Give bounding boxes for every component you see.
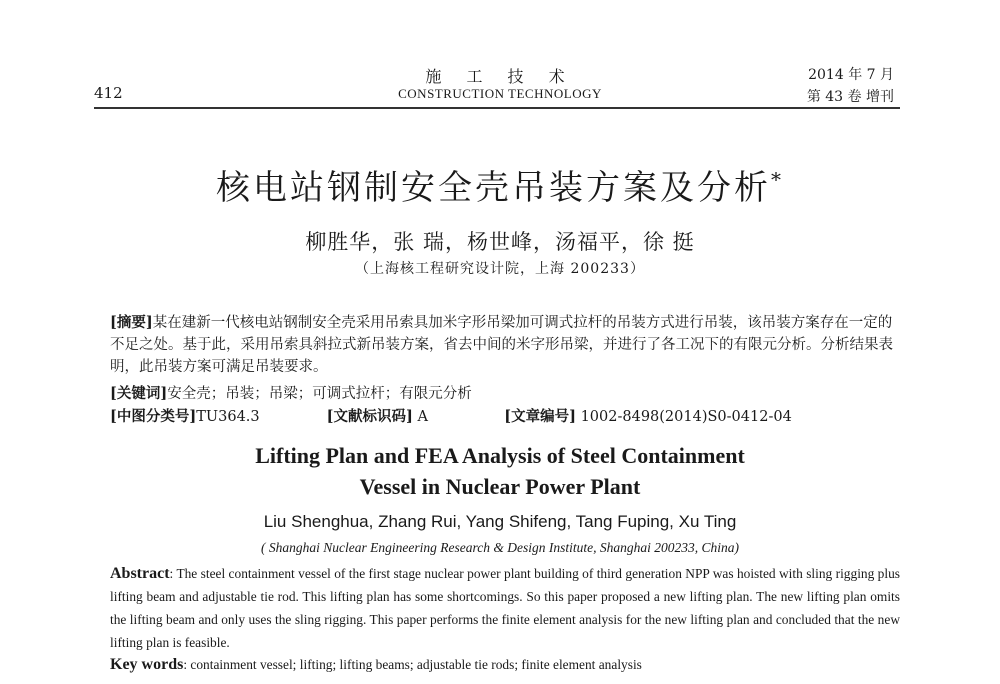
abstract-en-label: Abstract (110, 565, 170, 582)
authors-cn: 柳胜华，张 瑞，杨世峰，汤福平，徐 挺 (305, 230, 695, 254)
classification-row (110, 405, 900, 426)
affiliation-en: ( Shanghai Nuclear Engineering Research & Design Institute, Shanghai 200233, China) (261, 540, 739, 555)
title-en-line1: Lifting Plan and FEA Analysis of Steel Containment (255, 443, 745, 468)
abstract-cn (110, 312, 900, 378)
abstract-cn-label: [摘要] (110, 314, 153, 331)
keywords-cn-text: 安全壳；吊装；吊梁；可调式拉杆；有限元分析 (167, 386, 472, 402)
issue-date: 2014 年 7 月 (808, 67, 894, 83)
title-en-line2: Vessel in Nuclear Power Plant (359, 474, 641, 499)
article-no-label: [文章编号] (504, 408, 576, 425)
keywords-en: Key words: containment vessel; lifting; lifting beams; adjustable tie rods; finite element analysis (110, 656, 642, 673)
keywords-en-label: Key words (110, 656, 184, 673)
journal-name-en: CONSTRUCTION TECHNOLOGY (398, 86, 602, 101)
title-footnote-mark: * (771, 167, 784, 192)
abstract-cn-text: 某在建新一代核电站钢制安全壳采用吊索具加米字形吊梁加可调式拉杆的吊装方式进行吊装，该吊装方案存在一定的不足之处。基于此，采用吊索具斜拉式新吊装方案，省去中间的米字形吊梁，并进行了各工况下的有限元分析。分析结果表明，此吊装方案可满足吊装要求。 (110, 315, 893, 375)
title-cn (0, 160, 1000, 209)
clc-value: TU364.3 (196, 409, 260, 425)
doc-code-field (327, 405, 500, 426)
clc-label: [中图分类号] (110, 408, 197, 425)
article-no-value: 1002-8498(2014)S0-0412-04 (580, 409, 792, 425)
doc-code-label: [文献标识码] (326, 408, 413, 425)
keywords-en-text: containment vessel; lifting; lifting beams; adjustable tie rods; finite element analysis (190, 657, 642, 672)
journal-name-cn: 施 工 技 术 (425, 67, 575, 86)
abstract-en: Abstract: The steel containment vessel of the first stage nuclear power plant building of third generation NPP was hoisted with sling rigging plus lifting beam and adjustable tie rod. This lifting plan has some shortcomings. So this paper proposed a new lifting plan. The new lifting plan omits the lifting beam and only uses the sling rigging. This paper performs the finite element analysis for the new lifting plan and concluded that the new lifting plan is feasible. (110, 565, 901, 650)
page-number: 412 (94, 84, 123, 102)
issue-volume: 第 43 卷 增刊 (806, 89, 894, 105)
title-cn-text: 核电站钢制安全壳吊装方案及分析 (216, 168, 771, 208)
authors-en: Liu Shenghua, Zhang Rui, Yang Shifeng, Tang Fuping, Xu Ting (263, 512, 737, 531)
keywords-cn (110, 382, 900, 403)
header-rule (94, 107, 900, 109)
affiliation-cn: （上海核工程研究设计院，上海 200233） (355, 261, 645, 277)
doc-code-value: A (417, 409, 428, 425)
keywords-cn-label: [关键词] (110, 385, 168, 402)
clc-field (110, 405, 322, 426)
abstract-en-text: The steel containment vessel of the first stage nuclear power plant building of third generation NPP was hoisted with sling rigging plus lifting beam and adjustable tie rod. This lifting plan has some shortcomings. So this paper proposed a new lifting plan. The new lifting plan omits the lifting beam and only uses the sling rigging. This paper performs the finite element analysis for the new lifting plan and concluded that the new lifting plan is feasible. (110, 566, 901, 650)
article-no-field (504, 405, 792, 426)
title-en (0, 440, 1000, 502)
